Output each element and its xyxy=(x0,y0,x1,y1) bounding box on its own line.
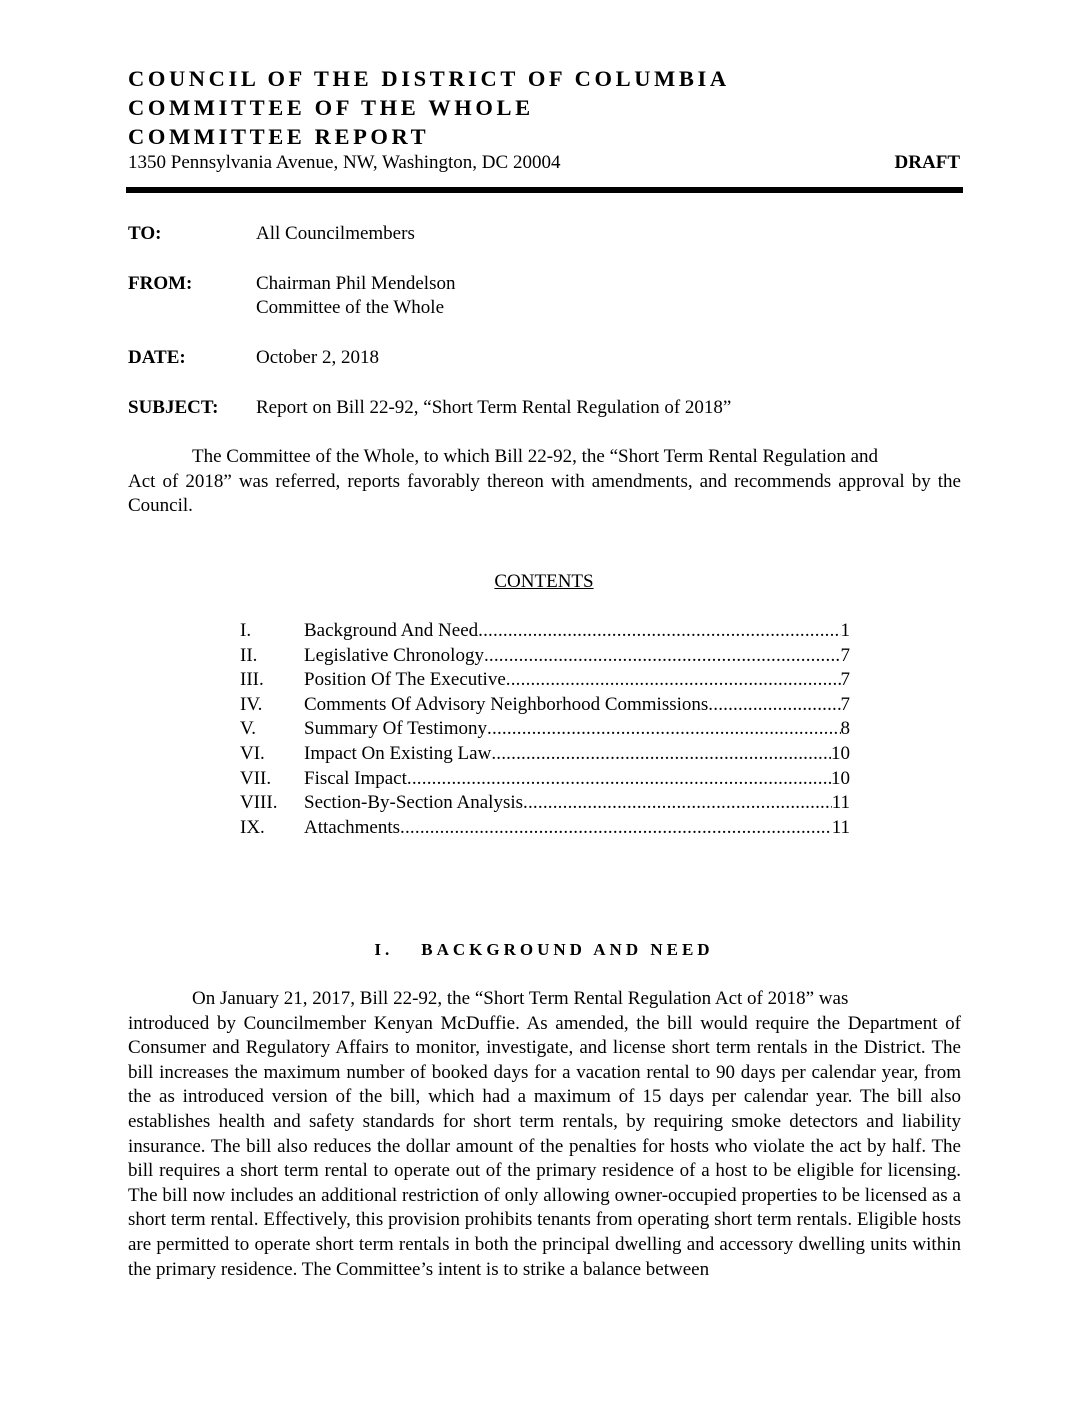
toc-entry[interactable] xyxy=(240,742,850,767)
background-first-line: On January 21, 2017, Bill 22-92, the “Short Term Rental Regulation Act of 2018” was xyxy=(192,988,849,1009)
background-paragraph xyxy=(128,987,961,1282)
toc-number: IV. xyxy=(240,693,263,715)
toc-leader xyxy=(487,717,840,742)
section-title: BACKGROUND AND NEED xyxy=(421,940,714,959)
toc-title: Section-By-Section Analysis xyxy=(304,792,524,814)
toc-leader xyxy=(523,791,832,816)
council-title: COUNCIL OF THE DISTRICT OF COLUMBIA xyxy=(128,66,730,91)
toc-leader xyxy=(478,619,840,644)
toc-title: Legislative Chronology xyxy=(304,644,484,666)
toc-page: 8 xyxy=(840,718,850,740)
toc-number: VII. xyxy=(240,767,272,789)
toc-leader xyxy=(400,816,832,841)
toc-number: VI. xyxy=(240,742,265,764)
toc-entry[interactable] xyxy=(240,816,850,841)
toc-page: 11 xyxy=(831,816,850,838)
date-label: DATE: xyxy=(128,347,186,368)
toc-leader xyxy=(407,767,831,792)
from-label: FROM: xyxy=(128,273,193,294)
toc-entry[interactable] xyxy=(240,619,850,644)
intro-rest: Act of 2018” was referred, reports favorably thereon with amendments, and recommends approval by the Council. xyxy=(128,470,961,517)
toc-number: IX. xyxy=(240,816,265,838)
contents-title: CONTENTS xyxy=(494,571,594,592)
toc-page: 10 xyxy=(831,767,850,789)
toc-entry[interactable] xyxy=(240,668,850,693)
toc-number: VIII. xyxy=(240,792,278,814)
toc-number: I. xyxy=(240,620,252,641)
committee-title: COMMITTEE OF THE WHOLE xyxy=(128,95,534,120)
toc-leader xyxy=(491,742,831,767)
background-body: introduced by Councilmember Kenyan McDuffie. As amended, the bill would require the Department of Consumer and Regulatory Affairs to monitor, investigate, and license short term rentals in the District. The bill increases the maximum number of booked days for a vacation rental to 90 days per calendar year, from the as introduced version of the bill, which had a maximum of 15 days per calendar year. The bill also establishes health and safety standards for short term rentals, by requiring smoke detectors and liability insurance. The bill also reduces the dollar amount of the penalties for hosts who violate the act by half. The bill requires a short term rental to operate out of the primary residence of a host to be eligible for licensing. The bill now includes an additional restriction of only allowing owner-occupied properties to be licensed as a short term rental. Effectively, this provision prohibits tenants from operating short term rentals. Eligible hosts are permitted to operate short term rentals in both the principal dwelling and accessory dwelling units within the primary residence. The Committee’s intent is to strike a balance between xyxy=(128,1012,961,1280)
toc-title: Attachments xyxy=(304,816,401,838)
toc-page: 7 xyxy=(840,693,850,715)
intro-first-line: The Committee of the Whole, to which Bill 22-92, the “Short Term Rental Regulation and xyxy=(192,446,879,467)
from-value-committee: Committee of the Whole xyxy=(256,297,445,318)
toc-entry[interactable] xyxy=(240,717,850,742)
toc-page: 11 xyxy=(831,792,850,814)
report-type-title: COMMITTEE REPORT xyxy=(128,124,430,149)
toc-entry[interactable] xyxy=(240,693,850,718)
council-address: 1350 Pennsylvania Avenue, NW, Washington, DC 20004 xyxy=(128,152,561,173)
section-heading xyxy=(0,938,1088,962)
intro-paragraph xyxy=(128,445,961,519)
toc-leader xyxy=(708,693,840,718)
toc-entry[interactable] xyxy=(240,767,850,792)
toc-title: Position Of The Executive xyxy=(304,669,506,691)
toc-title: Summary Of Testimony xyxy=(304,718,488,740)
toc-number: V. xyxy=(240,718,257,740)
toc-leader xyxy=(484,644,841,669)
toc-page: 7 xyxy=(840,669,850,691)
header-rule xyxy=(126,187,963,193)
toc-number: III. xyxy=(240,669,264,691)
draft-label: DRAFT xyxy=(894,152,960,173)
section-number: I. xyxy=(374,940,394,959)
toc-number: II. xyxy=(240,644,258,666)
toc-entry[interactable] xyxy=(240,791,850,816)
subject-value: Report on Bill 22-92, “Short Term Rental Regulation of 2018” xyxy=(256,397,732,418)
table-of-contents xyxy=(240,619,850,840)
toc-title: Fiscal Impact xyxy=(304,767,407,789)
toc-page: 10 xyxy=(831,742,850,764)
to-label: TO: xyxy=(128,223,162,244)
toc-title: Impact On Existing Law xyxy=(304,742,492,764)
toc-leader xyxy=(506,668,841,693)
from-value-name: Chairman Phil Mendelson xyxy=(256,273,456,294)
date-value: October 2, 2018 xyxy=(256,347,379,368)
toc-title: Background And Need xyxy=(304,620,479,641)
toc-title: Comments Of Advisory Neighborhood Commissions xyxy=(304,693,709,715)
toc-page: 1 xyxy=(840,620,850,641)
toc-entry[interactable] xyxy=(240,644,850,669)
subject-label: SUBJECT: xyxy=(128,397,219,418)
contents-heading xyxy=(0,570,1088,594)
toc-page: 7 xyxy=(840,644,850,666)
to-value: All Councilmembers xyxy=(256,223,415,244)
